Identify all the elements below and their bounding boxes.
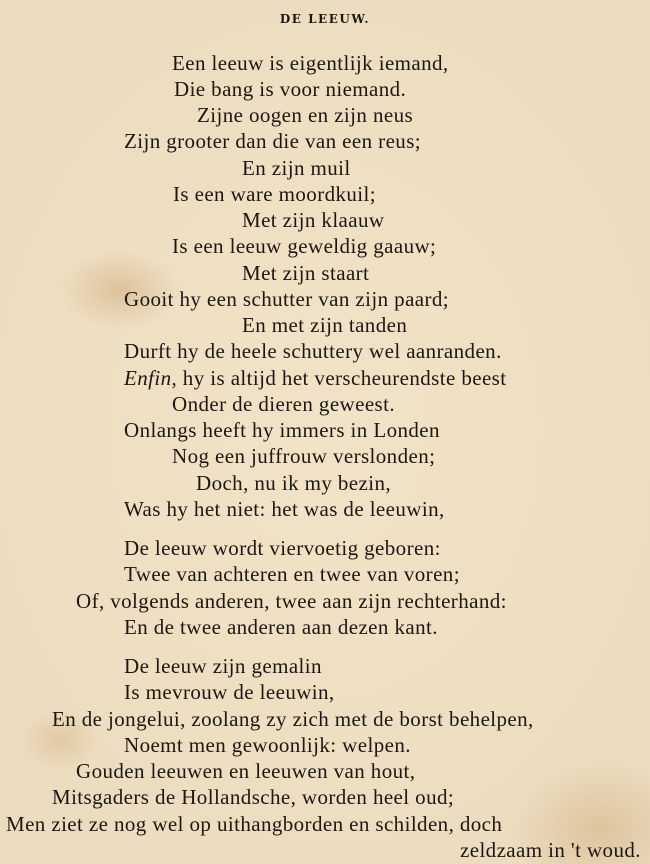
poem-line: Onder de dieren geweest. [172,392,396,416]
poem-line: En met zijn tanden [242,313,408,337]
poem-line [124,365,507,391]
poem-line: Of, volgends anderen, twee aan zijn rechterhand: [76,589,507,613]
poem-line: Zijne oogen en zijn neus [197,103,414,127]
poem-line: Was hy het niet: het was de leeuwin, [124,497,445,521]
poem-line: Men ziet ze nog wel op uithangborden en schilden, doch [6,812,503,836]
poem-line: Noemt men gewoonlijk: welpen. [124,733,411,757]
poem-line: De leeuw zijn gemalin [124,654,322,678]
poem-line: Is een ware moordkuil; [173,182,376,206]
poem-line: Zijn grooter dan die van een reus; [124,129,421,153]
poem-line: Onlangs heeft hy immers in Londen [124,418,440,442]
poem-line: Die bang is voor niemand. [174,77,407,101]
poem-line: En de jongelui, zoolang zy zich met de borst behelpen, [52,707,534,731]
poem-line: Twee van achteren en twee van voren; [124,562,460,586]
poem-line: Met zijn staart [242,261,370,285]
poem-line: Mitsgaders de Hollandsche, worden heel oud; [52,785,455,809]
poem-line: Is mevrouw de leeuwin, [124,680,335,704]
poem-line: Gooit hy een schutter van zijn paard; [124,287,450,311]
poem-word-italic: Enfin [124,366,172,390]
poem-line: Is een leeuw geweldig gaauw; [172,234,437,258]
poem-line: En zijn muil [242,156,351,180]
poem-line: Gouden leeuwen en leeuwen van hout, [76,759,416,783]
poem-line: Een leeuw is eigentlijk iemand, [172,51,449,75]
poem-line-rest: , hy is altijd het verscheurendste beest [171,366,507,390]
poem-line: De leeuw wordt viervoetig geboren: [124,536,441,560]
poem-line: Met zijn klaauw [242,208,385,232]
poem-line: En de twee anderen aan dezen kant. [124,615,438,639]
poem-line: Nog een juffrouw verslonden; [172,444,436,468]
page-title: DE LEEUW. [279,12,371,26]
poem-line: zeldzaam in 't woud. [460,838,641,862]
poem-line: Doch, nu ik my bezin, [196,471,392,495]
poem-line: Durft hy de heele schuttery wel aanranden. [124,339,502,363]
